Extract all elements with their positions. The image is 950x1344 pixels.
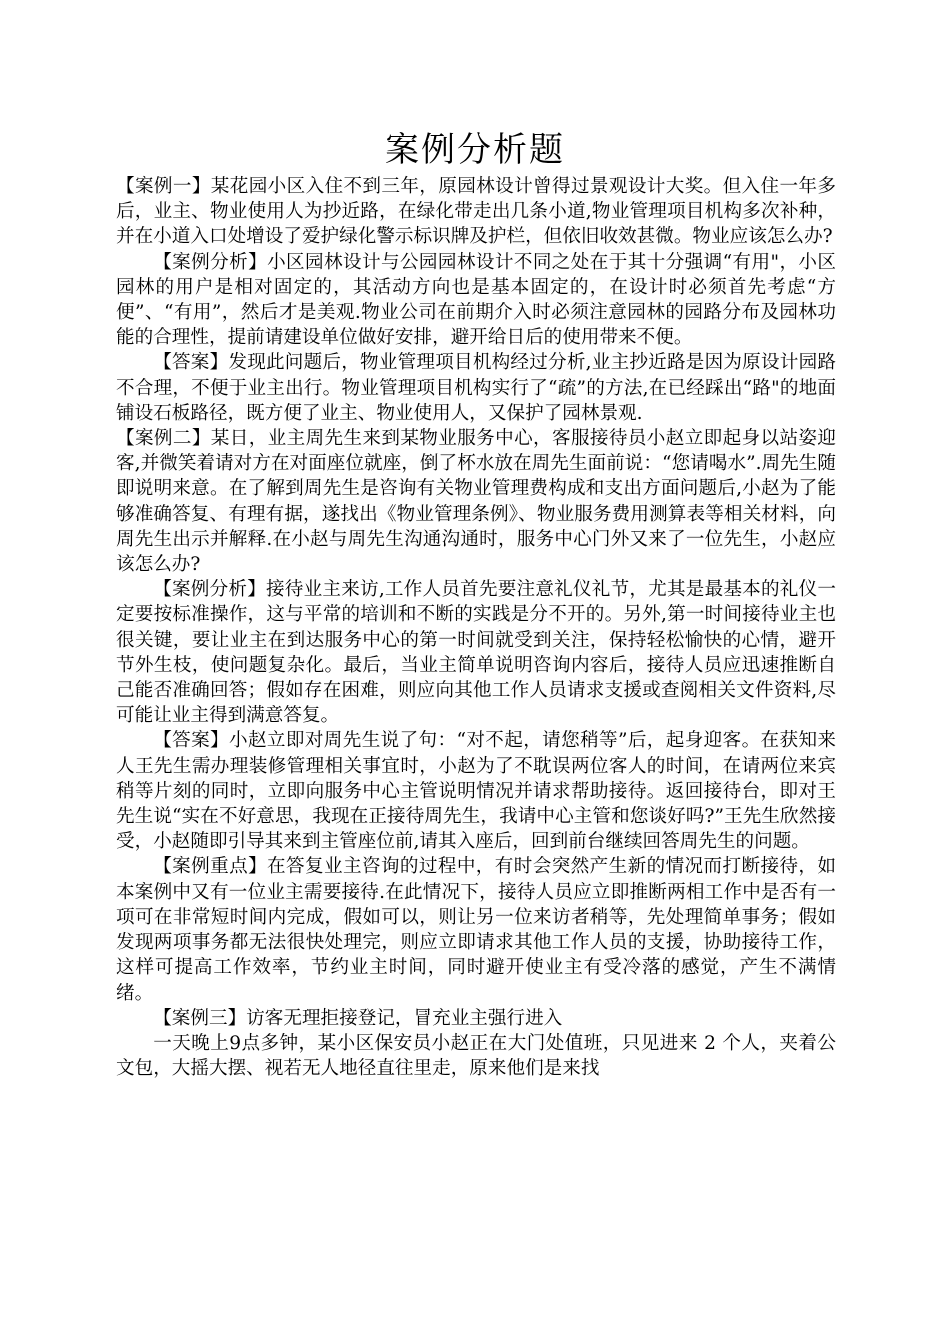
paragraph-case-two: 【案例二】某日，业主周先生来到某物业服务中心，客服接待员小赵立即起身以站姿迎客,并微笑着请对方在对面座位就座，倒了杯水放在周先生面前说：“您请喝水”.周先生随即说明来意。在了解到周先生是咨询有关物业管理费构成和支出方面问题后,小赵为了能够准确答复、有理有据，遂找出《物业管理条例》、物业服务费用测算表等相关材料，向周先生出示并解释.在小赵与周先生沟通沟通时，服务中心门外又来了一位先生，小赵应该怎么办? — [116, 428, 836, 576]
paragraph-case-two-analysis: 【案例分析】接待业主来访,工作人员首先要注意礼仪礼节，尤其是最基本的礼仪一定要按标准操作，这与平常的培训和不断的实践是分不开的。另外,第一时间接待业主也很关键，要让业主在到达服务中心的第一时间就受到关注，保持轻松愉快的心情，避开节外生枝，使问题复杂化。最后，当业主简单说明咨询内容后，接待人员应迅速推断自己能否准确回答；假如存在困难，则应向其他工作人员请求支援或查阅相关文件资料,尽可能让业主得到满意答复。 — [116, 579, 836, 727]
paragraph-case-three-heading: 【案例三】访客无理拒接登记，冒充业主强行进入 — [153, 1007, 563, 1029]
paragraph-case-three-body: 一天晚上9点多钟，某小区保安员小赵正在大门处值班，只见进来 2 个人，夹着公文包，大摇大摆、视若无人地径直往里走，原来他们是来找 — [116, 1032, 836, 1080]
paragraph-case-two-answer: 【答案】小赵立即对周先生说了句：“对不起，请您稍等”后，起身迎客。在获知来人王先生需办理装修管理相关事宜时，小赵为了不耽误两位客人的时间，在请两位来宾稍等片刻的同时，立即向服务中心主管说明情况并请求帮助接待。返回接待台，即对王先生说“实在不好意思，我现在正接待周先生，我请中心主管和您谈好吗?”王先生欣然接受，小赵随即引导其来到主管座位前,请其入座后，回到前台继续回答周先生的问题。 — [116, 730, 836, 853]
paragraph-case-one-answer: 【答案】发现此问题后，物业管理项目机构经过分析,业主抄近路是因为原设计园路不合理，不便于业主出行。物业管理项目机构实行了“疏”的方法,在已经踩出“路"的地面铺设石板路径，既方便了业主、物业使用人，又保护了园林景观. — [116, 352, 836, 424]
document-body — [116, 174, 836, 1081]
page-title: 案例分析题 — [385, 130, 565, 170]
paragraph-case-two-key-points: 【案例重点】在答复业主咨询的过程中，有时会突然产生新的情况而打断接待，如本案例中又有一位业主需要接待.在此情况下，接待人员应立即推断两相工作中是否有一项可在非常短时间内完成，假如可以，则让另一位来访者稍等，先处理简单事务；假如发现两项事务都无法很快处理完，则应立即请求其他工作人员的支援，协助接待工作，这样可提高工作效率，节约业主时间，同时避开使业主有受冷落的感觉，产生不满情绪。 — [116, 856, 836, 1004]
paragraph-case-one-analysis: 【案例分析】小区园林设计与公园园林设计不同之处在于其十分强调“有用"，小区园林的用户是相对固定的，其活动方向也是基本固定的，在设计时必须首先考虑“方便”、“有用”，然后才是美观.物业公司在前期介入时必须注意园林的园路分布及园林功能的合理性，提前请建设单位做好安排，避开给日后的使用带来不便。 — [116, 251, 836, 349]
paragraph-case-one: 【案例一】某花园小区入住不到三年，原园林设计曾得过景观设计大奖。但入住一年多后，业主、物业使用人为抄近路，在绿化带走出几条小道,物业管理项目机构多次补种，并在小道入口处增设了爱护绿化警示标识牌及护栏，但依旧收效甚微。物业应该怎么办? — [116, 176, 836, 248]
